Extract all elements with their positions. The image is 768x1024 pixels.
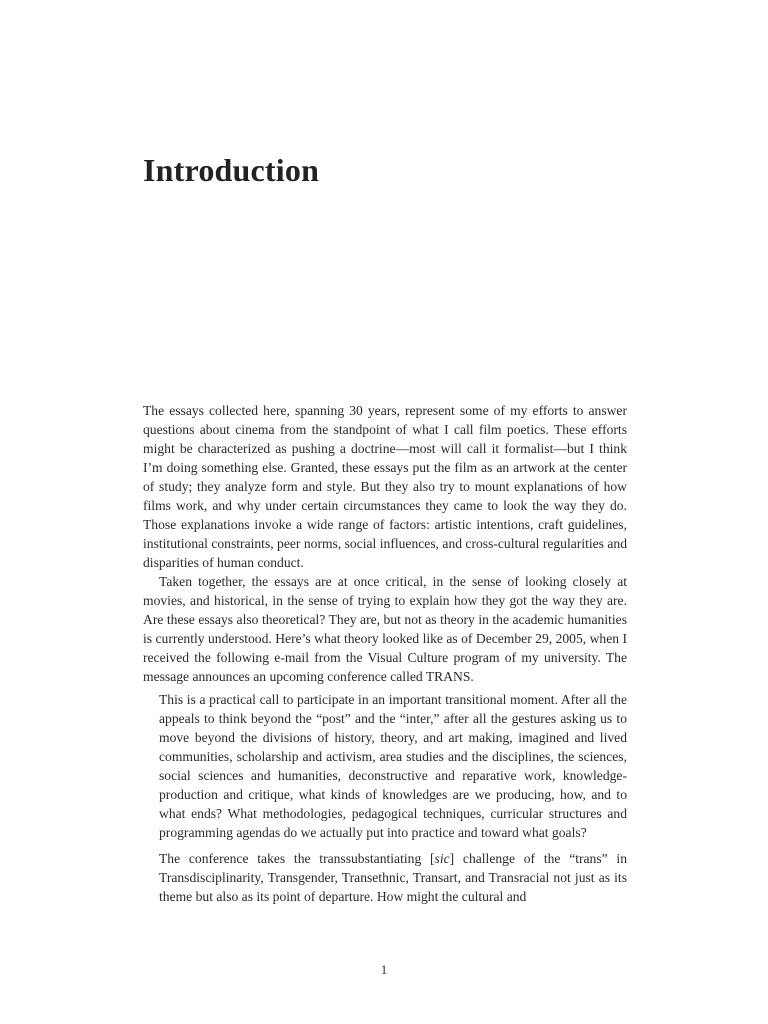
- page-number: 1: [380, 962, 388, 977]
- quote-paragraph: [159, 849, 627, 906]
- block-quote: [159, 690, 627, 906]
- quote-text: The conference takes the transsubstantiating [: [159, 851, 435, 866]
- quote-paragraph: This is a practical call to participate in an important transitional moment. After all the appeals to think beyond the “post” and the “inter,” after all the gestures asking us to move beyond the divisions of history, theory, and art making, imagined and lived communities, scholarship and activism, area studies and the disciplines, the sciences, social sciences and humanities, deconstructive and reparative work, knowledge-production and critique, what kinds of knowledges are we producing, how, and to what ends? What methodologies, pedagogical techniques, curricular structures and programming agendas do we actually put into practice and toward what goals?: [159, 692, 627, 840]
- sic-annotation: sic: [434, 851, 450, 866]
- body-text: [143, 401, 627, 913]
- quote-text: ] challenge of the “trans” in Transdisciplinarity, Transgender, Transethnic, Transart, and Transracial not just as its theme but also as its point of departure. How might the cultural and: [159, 851, 628, 904]
- chapter-title: Introduction: [143, 152, 320, 188]
- paragraph: The essays collected here, spanning 30 years, represent some of my efforts to answer questions about cinema from the standpoint of what I call film poetics. These efforts might be characterized as pushing a doctrine—most will call it formalist—but I think I’m doing something else. Granted, these essays put the film as an artwork at the center of study; they analyze form and style. But they also try to mount explanations of how films work, and why under certain circumstances they came to look the way they do. Those explanations invoke a wide range of factors: artistic intentions, craft guidelines, institutional constraints, peer norms, social influences, and cross-cultural regularities and disparities of human conduct.: [143, 403, 627, 570]
- paragraph: Taken together, the essays are at once critical, in the sense of looking closely at movies, and historical, in the sense of trying to explain how they got the way they are. Are these essays also theoretical? They are, but not as theory in the academic humanities is currently understood. Here’s what theory looked like as of December 29, 2005, when I received the following e-mail from the Visual Culture program of my university. The message announces an upcoming conference called TRANS.: [143, 574, 627, 684]
